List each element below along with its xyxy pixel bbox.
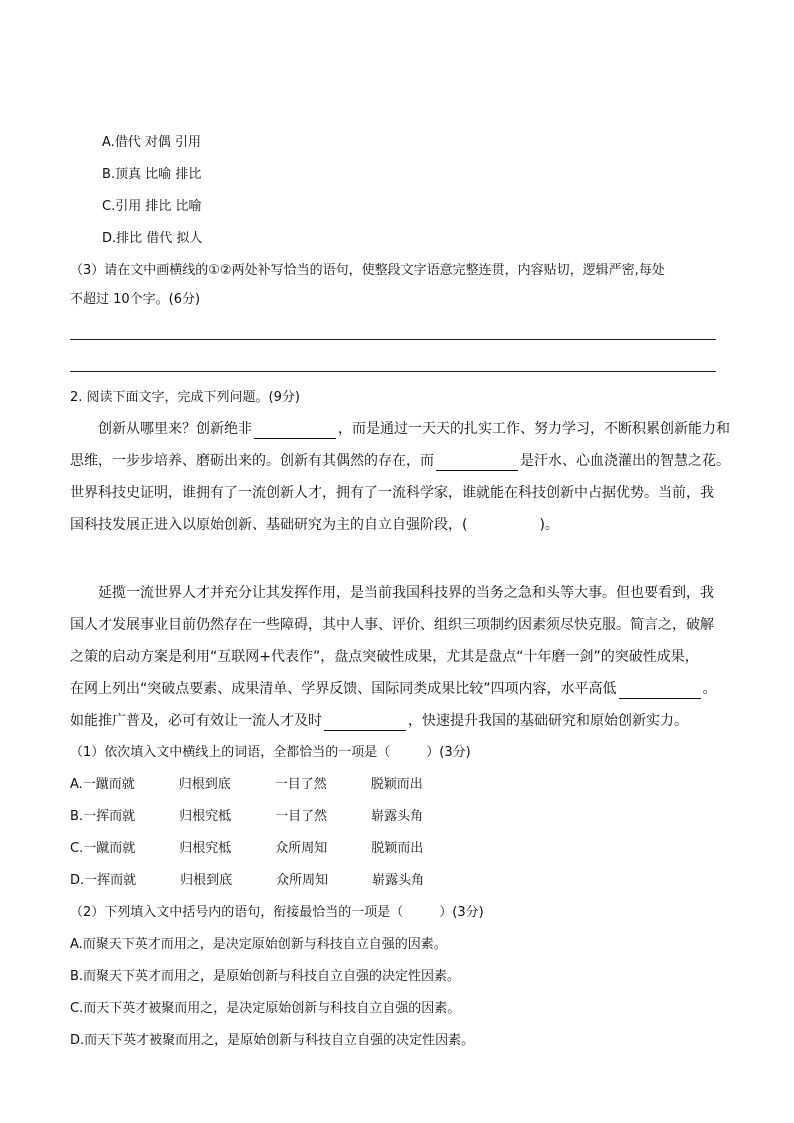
option-word: 崭露头角 xyxy=(371,809,424,824)
text: 是汗水、心血浇灌出的智慧之花。 xyxy=(520,453,730,469)
answer-line-1[interactable] xyxy=(70,339,716,340)
q2-p1-line2 xyxy=(70,451,730,471)
q2-heading: 2. 阅读下面文字，完成下列问题。(9分) xyxy=(70,390,300,405)
fill-blank-2[interactable] xyxy=(436,454,518,471)
text: 创新从哪里来？创新绝非 xyxy=(98,421,252,437)
q1-option-b: B.顶真 比喻 排比 xyxy=(102,167,202,182)
fill-blank-3[interactable] xyxy=(619,682,701,699)
text: 如能推广普及，必可有效让一流人才及时 xyxy=(70,713,322,729)
q2-p2-line2: 国人才发展事业目前仍然存在一些障碍，其中人事、评价、组织三项制约因素须尽快克服。简言之，破解 xyxy=(70,617,714,633)
option-word: 归根究柢 xyxy=(179,809,232,824)
option-word: 一目了然 xyxy=(275,809,328,824)
q2-p2-line1: 延揽一流世界人才并充分让其发挥作用，是当前我国科技界的当务之急和头等大事。但也要看到，我 xyxy=(98,585,714,601)
q1-option-a: A.借代 对偶 引用 xyxy=(102,135,202,150)
option-word: 归根到底 xyxy=(180,873,233,888)
option-word: 一目了然 xyxy=(274,777,327,792)
q1-sub3-line1: （3）请在文中画横线的①②两处补写恰当的语句，使整段文字语意完整连贯，内容贴切，逻辑严密,每处 xyxy=(70,263,665,278)
text: ）(3分) xyxy=(439,905,484,920)
q1-sub3-line2: 不超过 10个字。(6分) xyxy=(70,292,201,307)
option-word: 崭露头角 xyxy=(372,873,425,888)
text: （2）下列填入文中括号内的语句，衔接最恰当的一项是（ xyxy=(70,905,404,920)
option-word: 归根到底 xyxy=(178,777,231,792)
q2-sub1-stem xyxy=(70,743,471,763)
q2-sub2-option-a: A.而聚天下英才而用之，是决定原始创新与科技自立自强的因素。 xyxy=(70,937,447,952)
q2-sub1-option-c xyxy=(70,839,467,859)
option-word: 脱颖而出 xyxy=(370,777,423,792)
q2-sub1-option-b xyxy=(70,807,467,827)
q1-option-c: C.引用 排比 比喻 xyxy=(102,199,202,214)
fill-blank-1[interactable] xyxy=(254,422,336,439)
option-word: 脱颖而出 xyxy=(371,841,424,856)
option-word: 众所周知 xyxy=(276,873,329,888)
q2-p2-line3: 之策的启动方案是利用“互联网+代表作”，盘点突破性成果，尤其是盘点“十年磨一剑”的突破性成果， xyxy=(70,649,699,665)
text: 在网上列出“突破点要素、成果清单、学界反馈、国际同类成果比较”四项内容，水平高低 xyxy=(70,681,617,697)
option-word: 众所周知 xyxy=(275,841,328,856)
option-word: 一挥而就 xyxy=(83,809,136,824)
option-word: 一蹴而就 xyxy=(83,841,136,856)
answer-line-2[interactable] xyxy=(70,371,716,372)
option-word: 归根究柢 xyxy=(179,841,232,856)
text: （1）依次填入文中横线上的词语，全都恰当的一项是（ xyxy=(70,745,391,760)
q2-p1-line1 xyxy=(98,419,730,439)
text: ，快速提升我国的基础研究和原始创新实力。 xyxy=(408,713,688,729)
q2-p2-line4 xyxy=(70,679,717,699)
option-label: B. xyxy=(70,809,84,824)
q2-sub1-option-a xyxy=(70,775,467,795)
q2-sub1-option-d xyxy=(70,871,468,891)
text: ）(3分) xyxy=(426,745,471,760)
q2-sub2-option-d: D.而天下英才被聚而用之，是原始创新与科技自立自强的决定性因素。 xyxy=(70,1033,475,1048)
text: 国科技发展正进入以原始创新、基础研究为主的自立自强阶段，( xyxy=(70,517,468,533)
fill-blank-4[interactable] xyxy=(324,714,406,731)
text: )。 xyxy=(539,517,559,533)
option-label: A. xyxy=(70,777,83,792)
q2-sub2-option-b: B.而聚天下英才而用之，是原始创新与科技自立自强的决定性因素。 xyxy=(70,969,461,984)
q2-p1-line3: 世界科技史证明，谁拥有了一流创新人才，拥有了一流科学家，谁就能在科技创新中占据优势。当前，我 xyxy=(70,485,714,501)
option-word: 一挥而就 xyxy=(84,873,137,888)
text: ，而是通过一天天的扎实工作、努力学习，不断积累创新能力和 xyxy=(338,421,730,437)
q2-sub2-option-c: C.而天下英才被聚而用之，是决定原始创新与科技自立自强的因素。 xyxy=(70,1001,461,1016)
q2-p2-line5 xyxy=(70,711,688,731)
text: 。 xyxy=(702,681,717,697)
option-label: C. xyxy=(70,841,84,856)
q2-p1-line4 xyxy=(70,515,559,535)
option-word: 一蹴而就 xyxy=(82,777,135,792)
q2-sub2-stem xyxy=(70,903,484,923)
text: 思维，一步步培养、磨砺出来的。创新有其偶然的存在，而 xyxy=(70,453,434,469)
option-label: D. xyxy=(70,873,85,888)
q1-option-d: D.排比 借代 拟人 xyxy=(102,231,203,246)
